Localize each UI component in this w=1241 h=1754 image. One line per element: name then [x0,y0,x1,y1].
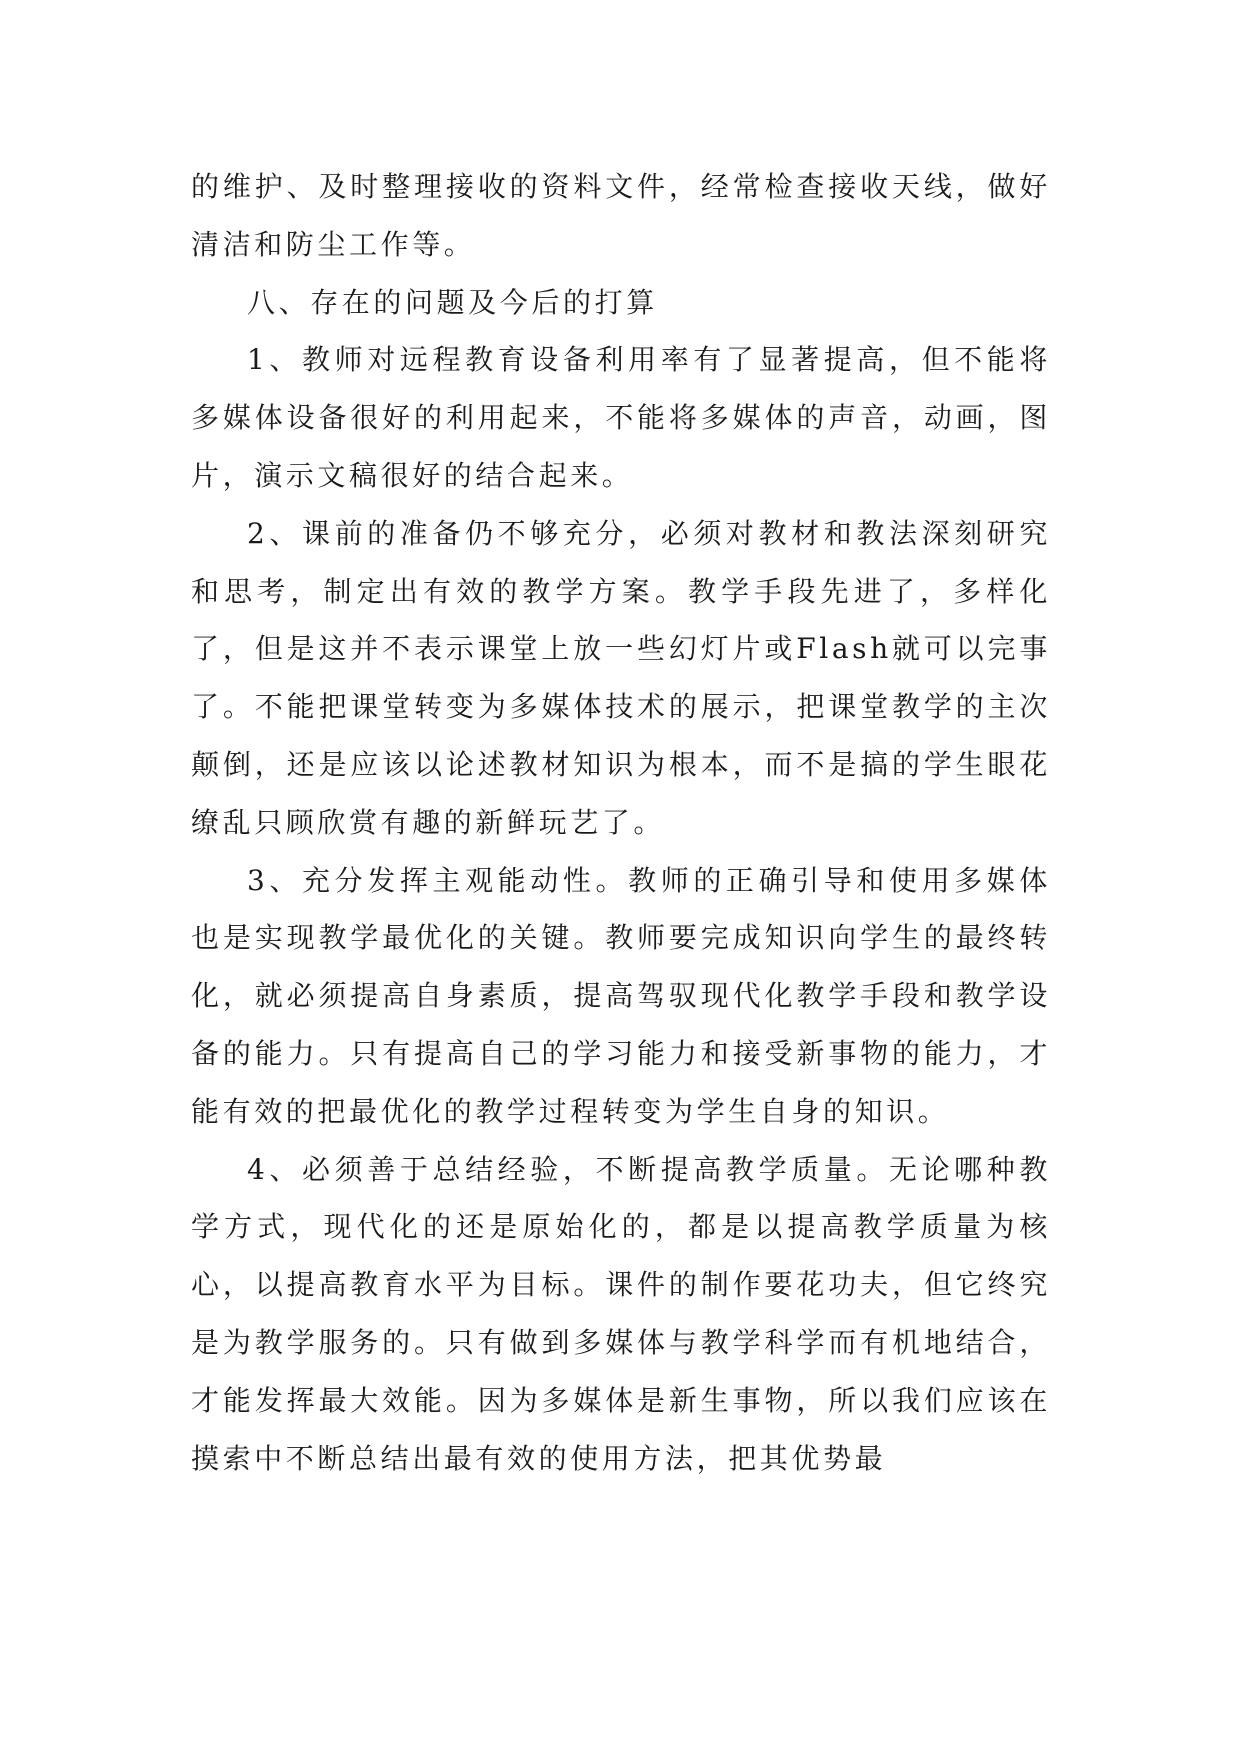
paragraph-item-1: 1、教师对远程教育设备利用率有了显著提高，但不能将多媒体设备很好的利用起来，不能将多媒体的声音，动画，图片，演示文稿很好的结合起来。 [191,343,1051,492]
document-body [191,158,1051,1487]
paragraph-item-4: 4、必须善于总结经验，不断提高教学质量。无论哪种教学方式，现代化的还是原始化的，都是以提高教学质量为核心，以提高教育水平为目标。课件的制作要花功夫，但它终究是为教学服务的。只有做到多媒体与教学科学而有机地结合，才能发挥最大效能。因为多媒体是新生事物，所以我们应该在摸索中不断总结出最有效的使用方法，把其优势最 [191,1152,1051,1475]
section-heading: 八、存在的问题及今后的打算 [247,285,658,319]
paragraph-item-2: 2、课前的准备仍不够充分，必须对教材和教法深刻研究和思考，制定出有效的教学方案。教学手段先进了，多样化了，但是这并不表示课堂上放一些幻灯片或Flash就可以完事了。不能把课堂转变为多媒体技术的展示，把课堂教学的主次颠倒，还是应该以论述教材知识为根本，而不是搞的学生眼花缭乱只顾欣赏有趣的新鲜玩艺了。 [191,516,1051,839]
paragraph-continuation: 的维护、及时整理接收的资料文件，经常检查接收天线，做好清洁和防尘工作等。 [191,170,1051,261]
paragraph-item-3: 3、充分发挥主观能动性。教师的正确引导和使用多媒体也是实现教学最优化的关键。教师要完成知识向学生的最终转化，就必须提高自身素质，提高驾驭现代化教学手段和教学设备的能力。只有提高自己的学习能力和接受新事物的能力，才能有效的把最优化的教学过程转变为学生自身的知识。 [191,863,1051,1128]
